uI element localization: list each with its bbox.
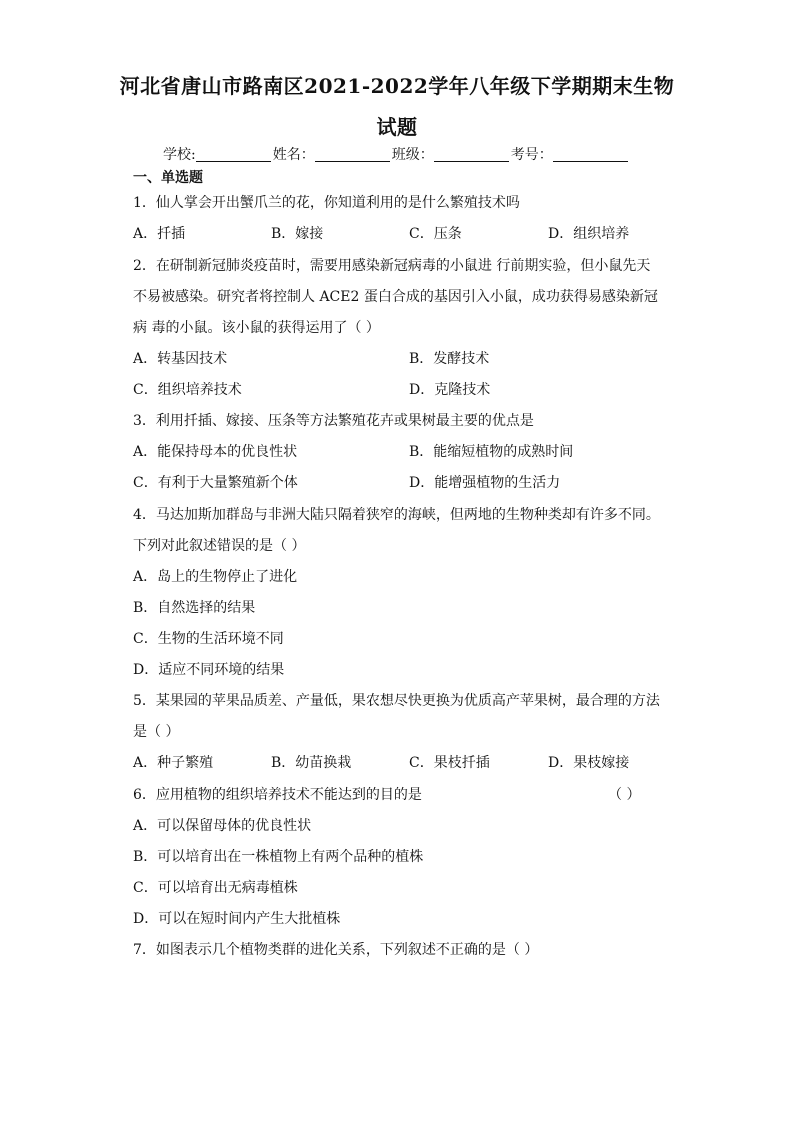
question-6-option-a: A．可以保留母体的优良性状 xyxy=(133,818,312,834)
question-2-stem-line-2: 不易被感染。研究者将控制人 ACE2 蛋白合成的基因引入小鼠，成功获得易感染新冠 xyxy=(133,289,658,305)
question-4-option-c: C．生物的生活环境不同 xyxy=(133,631,284,647)
question-2-stem-line-1: 2．在研制新冠肺炎疫苗时，需要用感染新冠病毒的小鼠进 行前期实验，但小鼠先天 xyxy=(133,258,651,274)
document-title-continued: 试题 xyxy=(376,115,418,139)
question-2-option-b: B．发酵技术 xyxy=(409,351,490,367)
question-5-option-c: C．果枝扦插 xyxy=(409,755,490,771)
question-5-stem-line-1: 5．某果园的苹果品质差、产量低，果农想尽快更换为优质高产苹果树，最合理的方法 xyxy=(133,693,660,709)
question-4-option-d: D．适应不同环境的结果 xyxy=(133,662,285,678)
question-5-stem-line-2: 是（ ） xyxy=(133,724,180,740)
class-label: 班级： xyxy=(391,147,434,163)
question-1-stem: 1．仙人掌会开出蟹爪兰的花，你知道利用的是什么繁殖技术吗 xyxy=(133,195,520,211)
section-heading: 一、单选题 xyxy=(133,170,203,186)
document-title: 河北省唐山市路南区2021-2022学年八年级下学期期末生物 xyxy=(119,74,675,98)
question-1-option-a: A．扦插 xyxy=(133,226,186,242)
exam-no-blank xyxy=(553,147,628,162)
question-4-option-a: A．岛上的生物停止了进化 xyxy=(133,569,298,585)
school-blank xyxy=(196,147,271,162)
question-5-option-b: B．幼苗换栽 xyxy=(271,755,352,771)
question-3-option-d: D．能增强植物的生活力 xyxy=(409,475,561,491)
question-5-option-d: D．果枝嫁接 xyxy=(548,755,630,771)
student-info-line xyxy=(163,144,630,164)
question-5-option-a: A．种子繁殖 xyxy=(133,755,214,771)
class-blank xyxy=(434,147,509,162)
question-3-option-b: B．能缩短植物的成熟时间 xyxy=(409,444,574,460)
question-2-option-c: C．组织培养技术 xyxy=(133,382,242,398)
question-6-answer-paren: （ ） xyxy=(608,787,641,803)
school-label: 学校: xyxy=(163,147,196,163)
question-4-stem-line-2: 下列对此叙述错误的是（ ） xyxy=(133,538,306,554)
question-2-option-a: A．转基因技术 xyxy=(133,351,228,367)
question-3-stem: 3．利用扦插、嫁接、压条等方法繁殖花卉或果树最主要的优点是 xyxy=(133,413,534,429)
question-4-option-b: B．自然选择的结果 xyxy=(133,600,256,616)
question-2-stem-line-3: 病 毒的小鼠。该小鼠的获得运用了（ ） xyxy=(133,320,380,336)
question-3-option-a: A．能保持母本的优良性状 xyxy=(133,444,298,460)
name-blank xyxy=(315,147,390,162)
exam-no-label: 考号： xyxy=(510,147,553,163)
question-1-option-d: D．组织培养 xyxy=(548,226,630,242)
question-6-option-c: C．可以培育出无病毒植株 xyxy=(133,880,298,896)
question-1-option-c: C．压条 xyxy=(409,226,462,242)
question-6-stem: 6．应用植物的组织培养技术不能达到的目的是 xyxy=(133,787,422,803)
question-6-option-d: D．可以在短时间内产生大批植株 xyxy=(133,911,341,927)
question-3-option-c: C．有利于大量繁殖新个体 xyxy=(133,475,298,491)
name-label: 姓名： xyxy=(272,147,315,163)
question-2-option-d: D．克隆技术 xyxy=(409,382,491,398)
question-6-option-b: B．可以培育出在一株植物上有两个品种的植株 xyxy=(133,849,424,865)
question-4-stem-line-1: 4．马达加斯加群岛与非洲大陆只隔着狭窄的海峡，但两地的生物种类却有许多不同。 xyxy=(133,507,660,523)
question-1-option-b: B．嫁接 xyxy=(271,226,324,242)
question-7-stem: 7．如图表示几个植物类群的进化关系，下列叙述不正确的是（ ） xyxy=(133,942,539,958)
